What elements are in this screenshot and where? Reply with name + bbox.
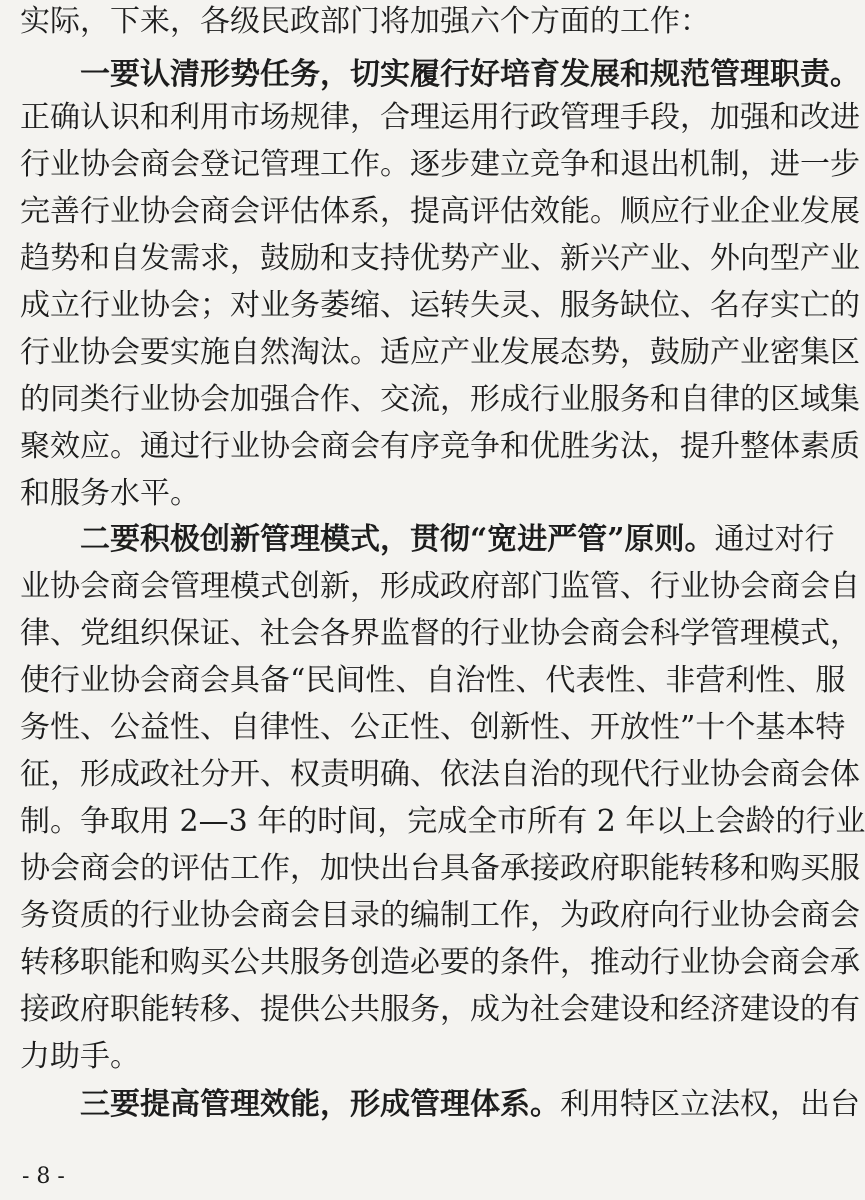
section2-line: 务性、公益性、自律性、公正性、创新性、开放性”十个基本特	[20, 710, 846, 745]
section1-line: 正确认识和利用市场规律，合理运用行政管理手段，加强和改进	[20, 100, 860, 135]
section2-line: 使行业协会商会具备“民间性、自治性、代表性、非营利性、服	[20, 663, 846, 698]
section1-line: 成立行业协会；对业务萎缩、运转失灵、服务缺位、名存实亡的	[20, 288, 860, 323]
section1-line: 和服务水平。	[20, 476, 200, 511]
section2-line: 力助手。	[20, 1039, 140, 1074]
section1-line: 的同类行业协会加强合作、交流，形成行业服务和自律的区域集	[20, 382, 860, 417]
section1-line: 完善行业协会商会评估体系，提高评估效能。顺应行业企业发展	[20, 194, 860, 229]
section2-line: 制。争取用 2—3 年的时间，完成全市所有 2 年以上会龄的行业	[20, 804, 865, 839]
section2-line: 务资质的行业协会商会目录的编制工作，为政府向行业协会商会	[20, 898, 860, 933]
section2-line: 转移职能和购买公共服务创造必要的条件，推动行业协会商会承	[20, 945, 860, 980]
section1-line: 聚效应。通过行业协会商会有序竞争和优胜劣汰，提升整体素质	[20, 429, 860, 464]
section1-line: 行业协会商会登记管理工作。逐步建立竞争和退出机制，进一步	[20, 147, 860, 182]
section1-line: 行业协会要实施自然淘汰。适应产业发展态势，鼓励产业密集区	[20, 335, 860, 370]
section2-line: 征，形成政社分开、权责明确、依法自治的现代行业协会商会体	[20, 757, 860, 792]
section2-first-line	[80, 520, 835, 560]
section3-heading-tail: 利用特区立法权，出台	[560, 1087, 860, 1122]
section1-line: 趋势和自发需求，鼓励和支持优势产业、新兴产业、外向型产业	[20, 241, 860, 276]
section3-first-line	[80, 1085, 860, 1125]
page-number: - 8 -	[22, 1164, 65, 1189]
section2-line: 接政府职能转移、提供公共服务，成为社会建设和经济建设的有	[20, 992, 860, 1027]
section2-heading: 二要积极创新管理模式，贯彻“宽进严管”原则。	[80, 522, 715, 557]
intro-line: 实际，下来，各级民政部门将加强六个方面的工作：	[20, 4, 710, 39]
section1-heading: 一要认清形势任务，切实履行好培育发展和规范管理职责。	[80, 57, 860, 92]
section3-heading: 三要提高管理效能，形成管理体系。	[80, 1087, 560, 1122]
section2-line: 业协会商会管理模式创新，形成政府部门监管、行业协会商会自	[20, 569, 860, 604]
section2-line: 协会商会的评估工作，加快出台具备承接政府职能转移和购买服	[20, 851, 860, 886]
section2-line: 律、党组织保证、社会各界监督的行业协会商会科学管理模式，	[20, 616, 860, 651]
section2-heading-tail: 通过对行	[714, 522, 835, 557]
